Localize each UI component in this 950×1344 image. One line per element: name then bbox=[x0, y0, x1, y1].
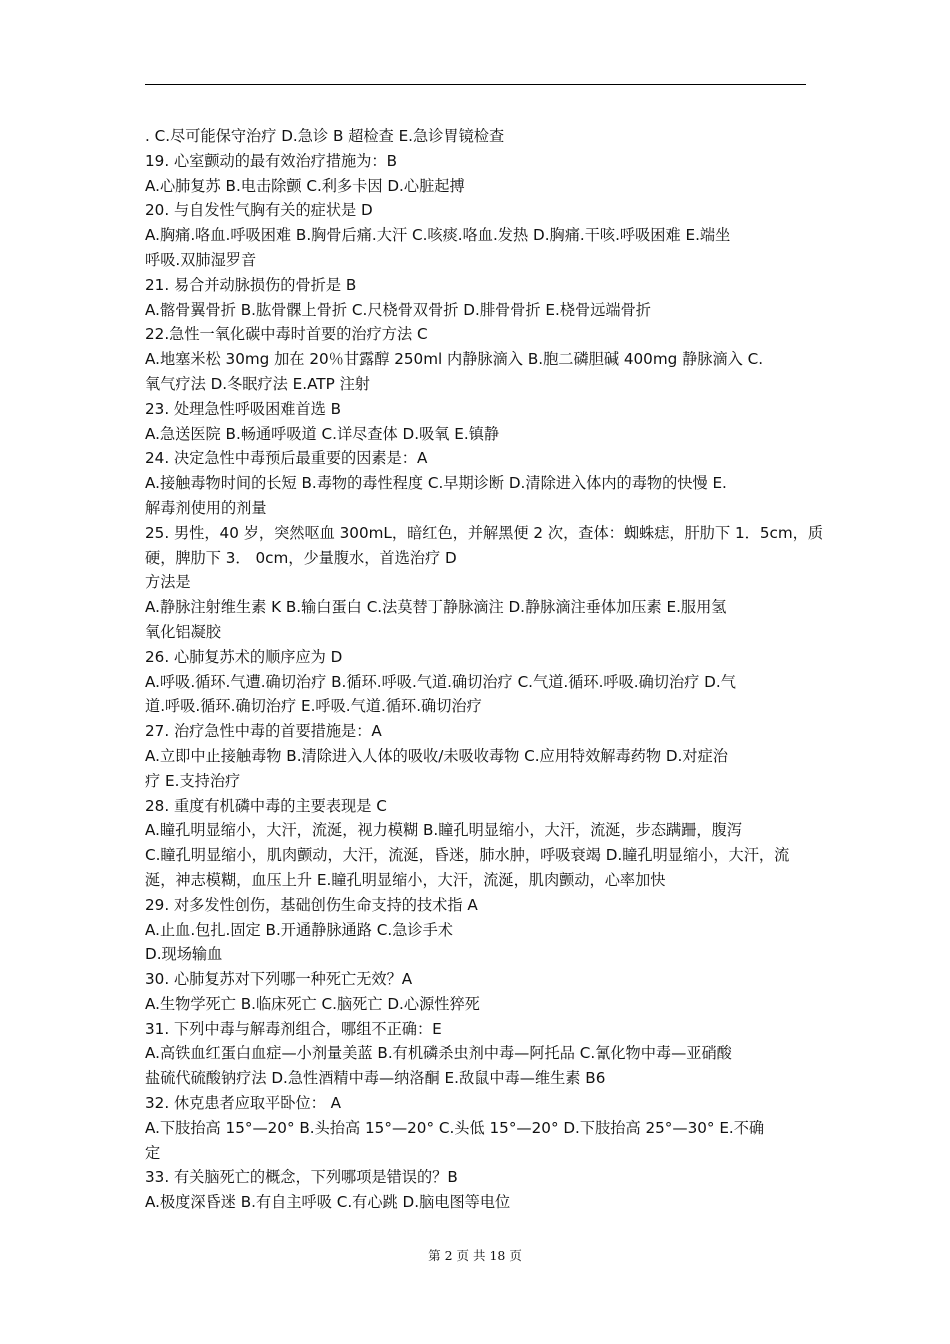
text-line: 31. 下列中毒与解毒剂组合，哪组不正确：E bbox=[145, 1019, 442, 1038]
text-line: . C.尽可能保守治疗 D.急诊 B 超检查 E.急诊胃镜检查 bbox=[145, 127, 505, 145]
text-line: A.接触毒物时间的长短 B.毒物的毒性程度 C.早期诊断 D.清除进入体内的毒物的快慢 E. bbox=[145, 474, 727, 493]
page-footer: 第 2 页 共 18 页 bbox=[428, 1248, 522, 1263]
text-line: A.静脉注射维生素 K B.输白蛋白 C.法莫替丁静脉滴注 D.静脉滴注垂体加压素 E.服用氢 bbox=[145, 598, 727, 617]
text-line: 19. 心室颤动的最有效治疗措施为：B bbox=[145, 151, 398, 170]
text-line: 硬，脾肋下 3． 0cm，少量腹水，首选治疗 D bbox=[145, 548, 457, 567]
text-line: 方法是 bbox=[145, 573, 191, 592]
text-line: A.地塞米松 30mg 加在 20％甘露醇 250ml 内静脉滴入 B.胞二磷胆碱 400mg 静脉滴入 C. bbox=[145, 350, 764, 369]
text-line: 道.呼吸.循环.确切治疗 E.呼吸.气道.循环.确切治疗 bbox=[145, 697, 482, 716]
text-line: 定 bbox=[145, 1143, 161, 1162]
text-line: 20. 与自发性气胸有关的症状是 D bbox=[145, 201, 373, 220]
text-line: A.急送医院 B.畅通呼吸道 C.详尽查体 D.吸氧 E.镇静 bbox=[145, 424, 500, 443]
text-line: 27. 治疗急性中毒的首要措施是：A bbox=[145, 722, 382, 741]
text-line: A.下肢抬高 15°—20° B.头抬高 15°—20° C.头低 15°—20° D.下肢抬高 25°—30° E.不确 bbox=[145, 1118, 765, 1137]
text-line: 呼吸.双肺湿罗音 bbox=[145, 250, 257, 269]
text-line: A.止血.包扎.固定 B.开通静脉通路 C.急诊手术 bbox=[145, 920, 453, 939]
text-line: 25. 男性，40 岁，突然呕血 300mL，暗红色，并解黑便 2 次，查体：蜘蛛痣，肝肋下 1．5cm，质 bbox=[145, 523, 824, 542]
header-rule bbox=[145, 84, 806, 85]
text-line: A.髂骨翼骨折 B.肱骨髁上骨折 C.尺桡骨双骨折 D.腓骨骨折 E.桡骨远端骨折 bbox=[145, 300, 651, 319]
text-line: C.瞳孔明显缩小，肌肉颤动，大汗，流涎，昏迷，肺水肿，呼吸衰竭 D.瞳孔明显缩小，大汗，流 bbox=[145, 846, 790, 865]
text-line: A.高铁血红蛋白血症—小剂量美蓝 B.有机磷杀虫剂中毒—阿托品 C.氰化物中毒—亚硝酸 bbox=[145, 1044, 732, 1063]
text-line: A.胸痛.咯血.呼吸困难 B.胸骨后痛.大汗 C.咳痰.咯血.发热 D.胸痛.干咳.呼吸困难 E.端坐 bbox=[145, 226, 731, 245]
text-line: 23. 处理急性呼吸困难首选 B bbox=[145, 399, 342, 418]
text-line: 盐硫代硫酸钠疗法 D.急性酒精中毒—纳洛酮 E.敌鼠中毒—维生素 B6 bbox=[145, 1069, 606, 1088]
text-line: 29. 对多发性创伤，基础创伤生命支持的技术指 A bbox=[145, 895, 478, 914]
text-line: A.瞳孔明显缩小，大汗，流涎，视力模糊 B.瞳孔明显缩小，大汗，流涎，步态蹒跚，腹泻 bbox=[145, 821, 742, 840]
document-body bbox=[145, 124, 824, 1215]
text-line: D.现场输血 bbox=[145, 945, 223, 964]
text-line: 氧化铝凝胶 bbox=[145, 622, 221, 641]
text-line: 21. 易合并动脉损伤的骨折是 B bbox=[145, 275, 357, 294]
text-line: 26. 心肺复苏术的顺序应为 D bbox=[145, 647, 343, 666]
text-line: 涎，神志模糊，血压上升 E.瞳孔明显缩小，大汗，流涎，肌肉颤动，心率加快 bbox=[145, 870, 666, 889]
text-line: 22.急性一氧化碳中毒时首要的治疗方法 C bbox=[145, 325, 428, 344]
text-line: A.心肺复苏 B.电击除颤 C.利多卡因 D.心脏起搏 bbox=[145, 176, 465, 195]
text-line: A.极度深昏迷 B.有自主呼吸 C.有心跳 D.脑电图等电位 bbox=[145, 1193, 511, 1212]
text-line: A.呼吸.循环.气遭.确切治疗 B.循环.呼吸.气道.确切治疗 C.气道.循环.呼吸.确切治疗 D.气 bbox=[145, 672, 736, 691]
text-line: 24. 决定急性中毒预后最重要的因素是：A bbox=[145, 449, 428, 468]
text-line: A.立即中止接触毒物 B.清除进入人体的吸收/未吸收毒物 C.应用特效解毒药物 D.对症治 bbox=[145, 746, 728, 765]
text-line: 解毒剂使用的剂量 bbox=[145, 498, 267, 517]
text-line: 28. 重度有机磷中毒的主要表现是 C bbox=[145, 796, 387, 815]
text-line: 30. 心肺复苏对下列哪一种死亡无效？A bbox=[145, 970, 413, 989]
text-line: 33. 有关脑死亡的概念，下列哪项是错误的？B bbox=[145, 1168, 458, 1187]
text-line: 疗 E.支持治疗 bbox=[145, 771, 241, 790]
text-line: 氧气疗法 D.冬眠疗法 E.ATP 注射 bbox=[145, 374, 370, 393]
text-line: A.生物学死亡 B.临床死亡 C.脑死亡 D.心源性猝死 bbox=[145, 994, 480, 1013]
text-line: 32. 休克患者应取平卧位： A bbox=[145, 1094, 342, 1113]
